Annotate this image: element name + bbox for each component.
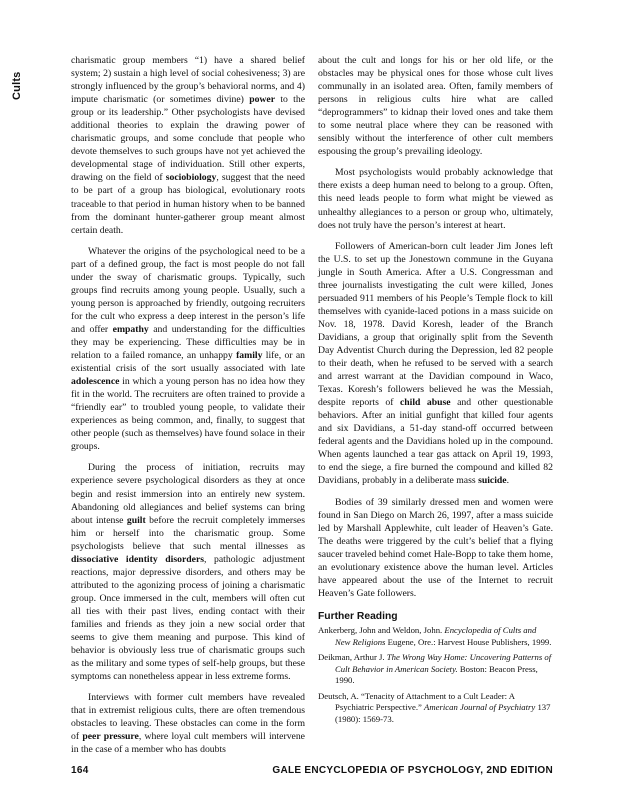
- running-head: [11, 40, 41, 120]
- reference-entry: Deikman, Arthur J. The Wrong Way Home: Uncovering Patterns of Cult Behavior in American Society. Boston: Beacon Press, 1990.: [318, 652, 552, 686]
- glossary-term[interactable]: adolescence: [71, 376, 120, 388]
- glossary-term[interactable]: sociobiology: [165, 172, 217, 184]
- reference-entry: Deutsch, A. “Tenacity of Attachment to a Cult Leader: A Psychiatric Perspective.” American Journal of Psychiatry 137 (1980): 1569-73.: [318, 690, 551, 725]
- paragraph: Most psychologists would probably acknowledge that there exists a deep human need to belong to a group. Often, this need leads people to form what might be viewed as unhealthy allegiances to a person or group who, ultimately, does not truly have the person’s interest at heart.: [318, 167, 553, 231]
- right-column: [318, 54, 553, 730]
- paragraph: Interviews with former cult members have revealed that in extremist religious cults, there are often tremendous obstacles to leaving. These obstacles can come in the form of peer pressure, where loyal cult members will intervene in the case of a member who has doubts: [71, 692, 305, 756]
- book-title: GALE ENCYCLOPEDIA OF PSYCHOLOGY, 2ND EDITION: [272, 765, 553, 776]
- glossary-term[interactable]: power: [249, 94, 276, 106]
- further-reading-heading: Further Reading: [318, 610, 398, 622]
- running-head-text: Cults: [11, 71, 23, 100]
- glossary-term[interactable]: empathy: [112, 323, 149, 335]
- glossary-term[interactable]: guilt: [126, 514, 146, 526]
- glossary-term[interactable]: suicide: [478, 475, 507, 487]
- page-number: 164: [71, 765, 89, 776]
- glossary-term[interactable]: family: [236, 350, 263, 362]
- left-column: [71, 54, 305, 756]
- paragraph: charismatic group members “1) have a shared belief system; 2) sustain a high level of social cohesiveness; 3) are strongly influenced by the group’s behavioral norms, and 4) impute charismatic (or sometimes divine) power to the group or its leadership.” Other psychologists have devised additional theories to explain the drawing power of charismatic groups, and some conclude that people who devote themselves to such groups have not yet achieved the developmental stage of individuation. Still other experts, drawing on the field of sociobiology, suggest that the need to be part of a group has biological, evolutionary roots traceable to that period in human history when to be banned from the dominant hunter-gatherer group meant almost certain death.: [71, 55, 305, 236]
- paragraph: During the process of initiation, recruits may experience severe psychological disorders as they at once begin and resist immersion into an entirely new system. Abandoning old allegiances and belief systems can bring about intense guilt before the recruit completely immerses him or herself into the charismatic group. Some psychologists believe that such mental illnesses as dissociative identity disorders, pathologic adjustment reactions, major depressive disorders, and others may be attributed to the agonizing process of joining a charismatic group. Once immersed in the cult, members will often cut all ties with their past lives, ending contact with their families and friends as they join a new social order that seems to give them meaning and purpose. This kind of behavior is obviously less true of charismatic groups such as the military and some types of self-help groups, but these symptoms can nonetheless appear in less extreme forms.: [71, 462, 305, 683]
- reference-entry: Ankerberg, John and Weldon, John. Encyclopedia of Cults and New Religions Eugene, Ore.: Harvest House Publishers, 1999.: [318, 624, 552, 647]
- paragraph: Followers of American-born cult leader Jim Jones left the U.S. to set up the Jonestown commune in the Guyana jungle in South America. After a U.S. Congressman and three journalists investigating the cult were killed, Jones persuaded 911 members of his People’s Temple flock to kill themselves with cyanide-laced potions in a mass suicide on Nov. 18, 1978. David Koresh, leader of the Branch Davidians, a group that originally split from the Seventh Day Adventist Church during the Depression, led 82 people to their death, when he refused to be served with a search and arrest warrant at the Davidian compound in Waco, Texas. Koresh’s followers believed he was the Messiah, despite reports of child abuse and other questionable behaviors. After an initial gunfight that killed four agents and six Davidians, a 51-day stand-off occurred between federal agents and the Davidians holed up in the compound. When agents launched a tear gas attack on April 19, 1993, to end the siege, a fire burned the compound and killed 82 Davidians, probably in a deliberate mass suicide.: [318, 240, 553, 487]
- paragraph: Whatever the origins of the psychological need to be a part of a defined group, the fact is most people do not fall under the sway of charismatic groups. Typically, such groups find recruits among young people. Usually, such a young person is approached by friendly, outgoing recruiters for the cult who express a deep interest in the person’s life and offer empathy and understanding for the difficulties they may be experiencing. These difficulties may be in relation to a failed romance, an unhappy family life, or an existential crisis of the sort usually associated with late adolescence in which a young person has no idea how they fit in the world. The recruiters are often trained to provide a “friendly ear” to troubled young people, to validate their experiences as being common, and, finally, to suggest that other people (such as themselves) have found solace in their groups.: [71, 245, 305, 453]
- paragraph: Bodies of 39 similarly dressed men and women were found in San Diego on March 26, 1997, after a mass suicide led by Marshall Applewhite, cult leader of Heaven’s Gate. The deaths were triggered by the cult’s belief that a flying saucer traveled behind comet Hale-Bopp to take them home, an evolutionary existence above the human level. Articles have appeared about the use of the Internet to recruit Heaven’s Gate followers.: [318, 496, 553, 599]
- glossary-term[interactable]: peer pressure: [82, 731, 139, 743]
- glossary-term[interactable]: dissociative identity disorders: [71, 553, 205, 565]
- paragraph: about the cult and longs for his or her old life, or the obstacles may be physical ones for those whose cult lives communally in an isolated area. Often, family members of persons in religious cults hire what are called “deprogrammers” to kidnap their loved ones and take them to some neutral place where they can be reasoned with sensibly without the interference of other cult members espousing the group’s prevailing ideology.: [318, 55, 553, 158]
- glossary-term[interactable]: child abuse: [399, 397, 451, 409]
